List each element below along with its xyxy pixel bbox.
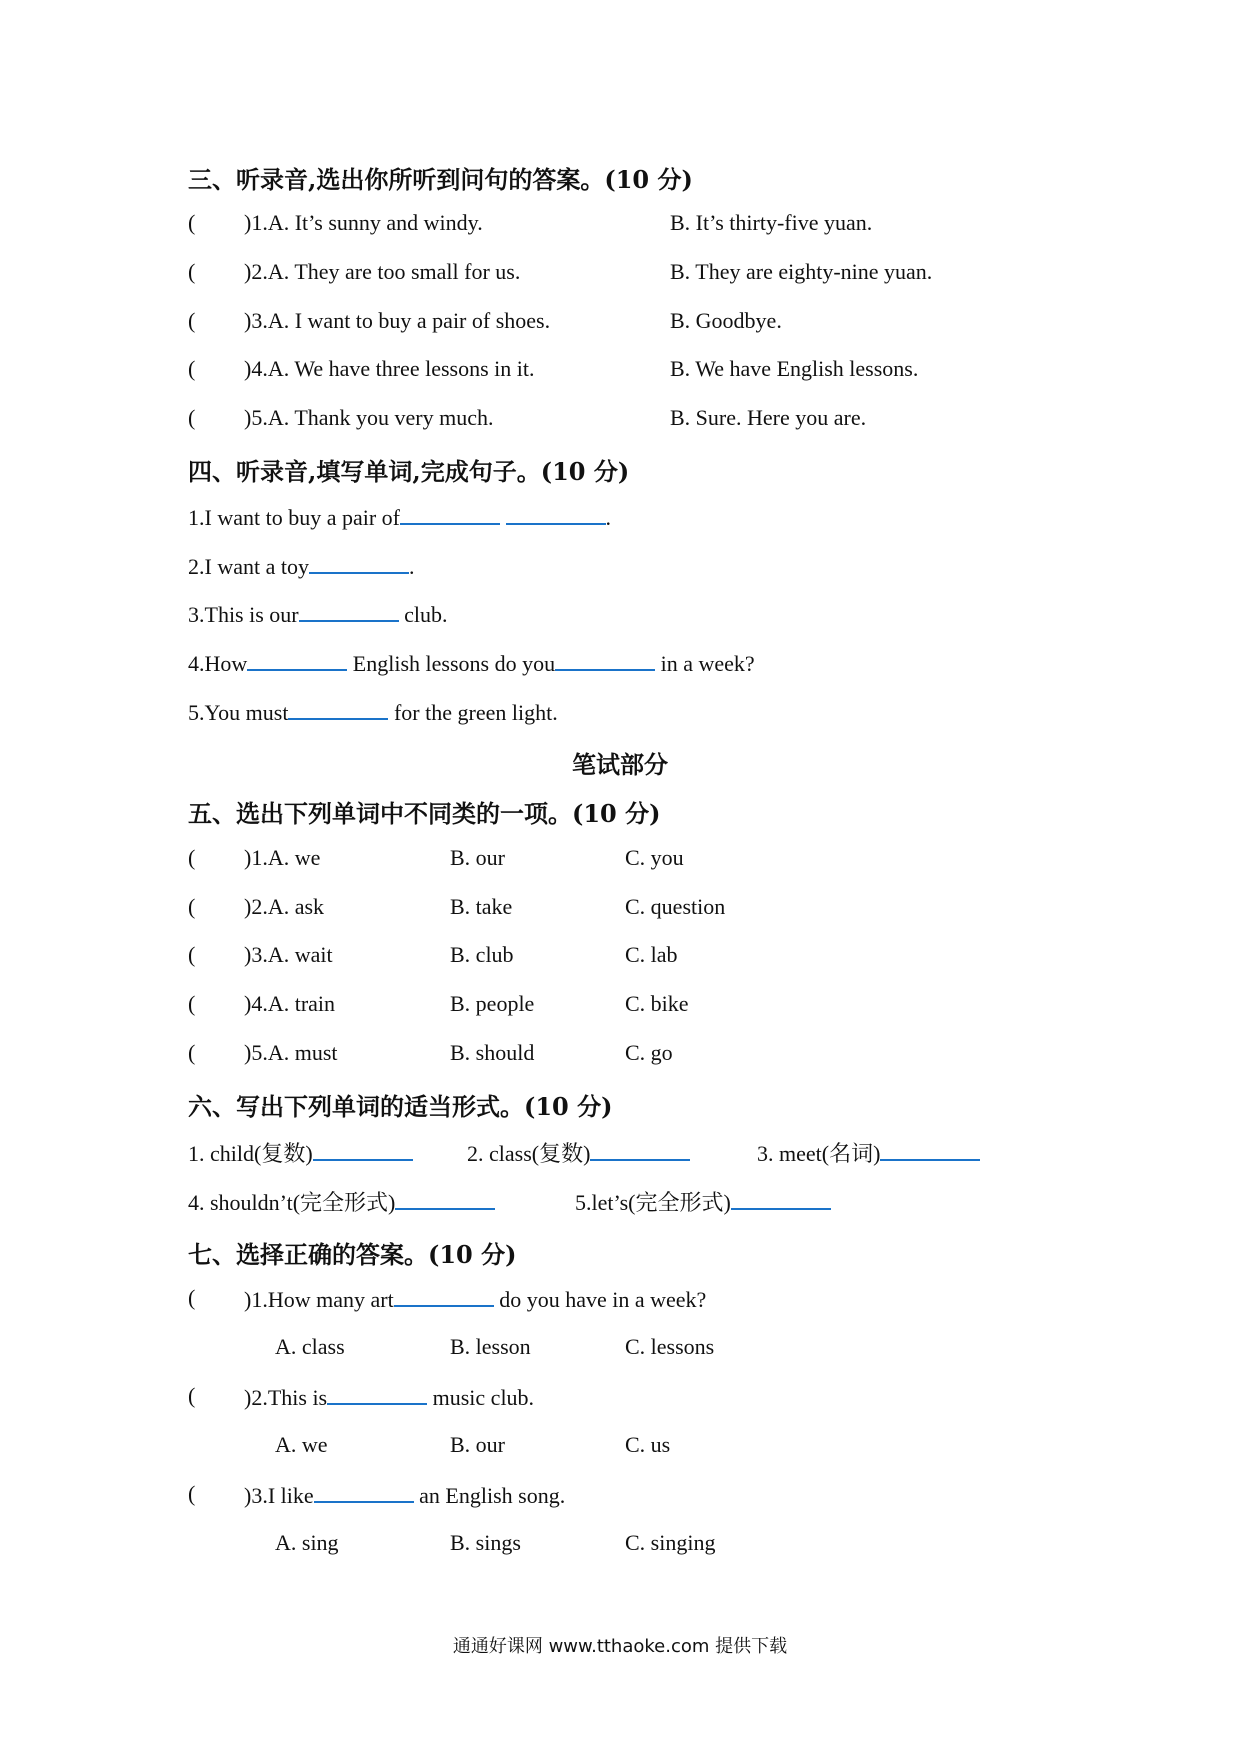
option-b: B. people (450, 991, 535, 1016)
option-b: B. lesson (450, 1334, 531, 1359)
option-c: C. us (625, 1432, 671, 1457)
question-3 (244, 1481, 565, 1509)
word-form-1 (188, 1137, 413, 1168)
answer-blank[interactable] (506, 503, 606, 525)
word-form-4 (188, 1186, 495, 1217)
answer-paren[interactable]: ( (188, 1285, 196, 1310)
word-prompt: 2. class(复数) (467, 1141, 591, 1166)
answer-paren[interactable]: ( (188, 259, 196, 284)
option-a: )2.A. They are too small for us. (244, 259, 521, 284)
option-c: C. you (625, 845, 684, 870)
answer-paren[interactable]: ( (188, 1040, 196, 1065)
section3-title: 三、听录音,选出你所听到问句的答案。(10 分) (188, 165, 693, 194)
option-c: C. bike (625, 991, 689, 1016)
question-text: )1.How many art (244, 1287, 394, 1312)
answer-paren[interactable]: ( (188, 1383, 196, 1408)
option-b: B. take (450, 894, 513, 919)
option-a: )5.A. must (244, 1040, 338, 1065)
option-b: B. our (450, 845, 505, 870)
sentence-text: English lessons do you (352, 651, 556, 676)
option-c: C. lessons (625, 1334, 715, 1359)
section5-title: 五、选出下列单词中不同类的一项。(10 分) (188, 799, 661, 828)
answer-blank[interactable] (247, 649, 347, 671)
answer-blank[interactable] (395, 1188, 495, 1210)
answer-paren[interactable]: ( (188, 991, 196, 1016)
sentence-text: club. (404, 602, 448, 627)
option-b: B. should (450, 1040, 535, 1065)
fill-sentence-1 (188, 503, 611, 531)
answer-blank[interactable] (880, 1139, 980, 1161)
option-b: B. They are eighty-nine yuan. (670, 259, 933, 284)
answer-blank[interactable] (314, 1481, 414, 1503)
answer-paren[interactable]: ( (188, 1481, 196, 1506)
section7-title: 七、选择正确的答案。(10 分) (188, 1240, 517, 1269)
answer-blank[interactable] (288, 698, 388, 720)
answer-blank[interactable] (555, 649, 655, 671)
written-part-title: 笔试部分 (572, 750, 668, 779)
answer-blank[interactable] (299, 600, 399, 622)
section6-title: 六、写出下列单词的适当形式。(10 分) (188, 1092, 613, 1121)
word-form-5 (575, 1186, 831, 1217)
option-a: )3.A. I want to buy a pair of shoes. (244, 308, 551, 333)
fill-sentence-4 (188, 649, 755, 677)
footer-source: 通通好课网 www.tthaoke.com 提供下载 (452, 1636, 788, 1657)
option-a: )5.A. Thank you very much. (244, 405, 494, 430)
word-form-3 (757, 1137, 980, 1168)
option-a: A. sing (275, 1530, 339, 1555)
option-a: )1.A. we (244, 845, 321, 870)
question-1 (244, 1285, 706, 1313)
question-text: an English song. (419, 1483, 566, 1508)
section4-title: 四、听录音,填写单词,完成句子。(10 分) (188, 457, 630, 486)
option-a: )3.A. wait (244, 942, 333, 967)
answer-paren[interactable]: ( (188, 210, 196, 235)
option-c: C. lab (625, 942, 678, 967)
word-prompt: 1. child(复数) (188, 1141, 313, 1166)
sentence-text: . (605, 505, 611, 530)
option-b: B. Sure. Here you are. (670, 405, 867, 430)
answer-blank[interactable] (313, 1139, 413, 1161)
fill-sentence-5 (188, 698, 558, 726)
word-prompt: 3. meet(名词) (757, 1141, 881, 1166)
answer-blank[interactable] (731, 1188, 831, 1210)
word-prompt: 5.let’s(完全形式) (575, 1190, 731, 1215)
answer-paren[interactable]: ( (188, 894, 196, 919)
answer-paren[interactable]: ( (188, 845, 196, 870)
word-form-2 (467, 1137, 690, 1168)
option-b: B. our (450, 1432, 505, 1457)
sentence-text: 4.How (188, 651, 248, 676)
sentence-text: 1.I want to buy a pair of (188, 505, 400, 530)
sentence-text: . (408, 554, 415, 579)
option-c: C. singing (625, 1530, 716, 1555)
option-b: B. It’s thirty-five yuan. (670, 210, 873, 235)
answer-paren[interactable]: ( (188, 356, 196, 381)
option-a: A. we (275, 1432, 328, 1457)
option-a: A. class (275, 1334, 345, 1359)
question-2 (244, 1383, 534, 1411)
sentence-text: for the green light. (393, 700, 558, 725)
sentence-text: 2.I want a toy (188, 554, 309, 579)
option-a: )2.A. ask (244, 894, 325, 919)
question-text: )2.This is (244, 1385, 328, 1410)
answer-blank[interactable] (394, 1285, 494, 1307)
sentence-text: 3.This is our (188, 602, 299, 627)
answer-blank[interactable] (400, 503, 500, 525)
fill-sentence-3 (188, 600, 448, 628)
sentence-text: in a week? (660, 651, 755, 676)
sentence-text: 5.You must (188, 700, 289, 725)
word-prompt: 4. shouldn’t(完全形式) (188, 1190, 396, 1215)
answer-paren[interactable]: ( (188, 308, 196, 333)
option-a: )4.A. We have three lessons in it. (244, 356, 535, 381)
answer-blank[interactable] (590, 1139, 690, 1161)
option-c: C. go (625, 1040, 673, 1065)
option-b: B. club (450, 942, 514, 967)
option-b: B. Goodbye. (670, 308, 782, 333)
option-a: )1.A. It’s sunny and windy. (244, 210, 483, 235)
option-b: B. We have English lessons. (670, 356, 919, 381)
answer-paren[interactable]: ( (188, 405, 196, 430)
fill-sentence-2 (188, 552, 414, 580)
answer-paren[interactable]: ( (188, 942, 196, 967)
option-c: C. question (625, 894, 726, 919)
option-b: B. sings (450, 1530, 521, 1555)
question-text: do you have in a week? (499, 1287, 707, 1312)
option-a: )4.A. train (244, 991, 336, 1016)
answer-blank[interactable] (309, 552, 409, 574)
question-text: )3.I like (244, 1483, 314, 1508)
question-text: music club. (432, 1385, 535, 1410)
answer-blank[interactable] (327, 1383, 427, 1405)
